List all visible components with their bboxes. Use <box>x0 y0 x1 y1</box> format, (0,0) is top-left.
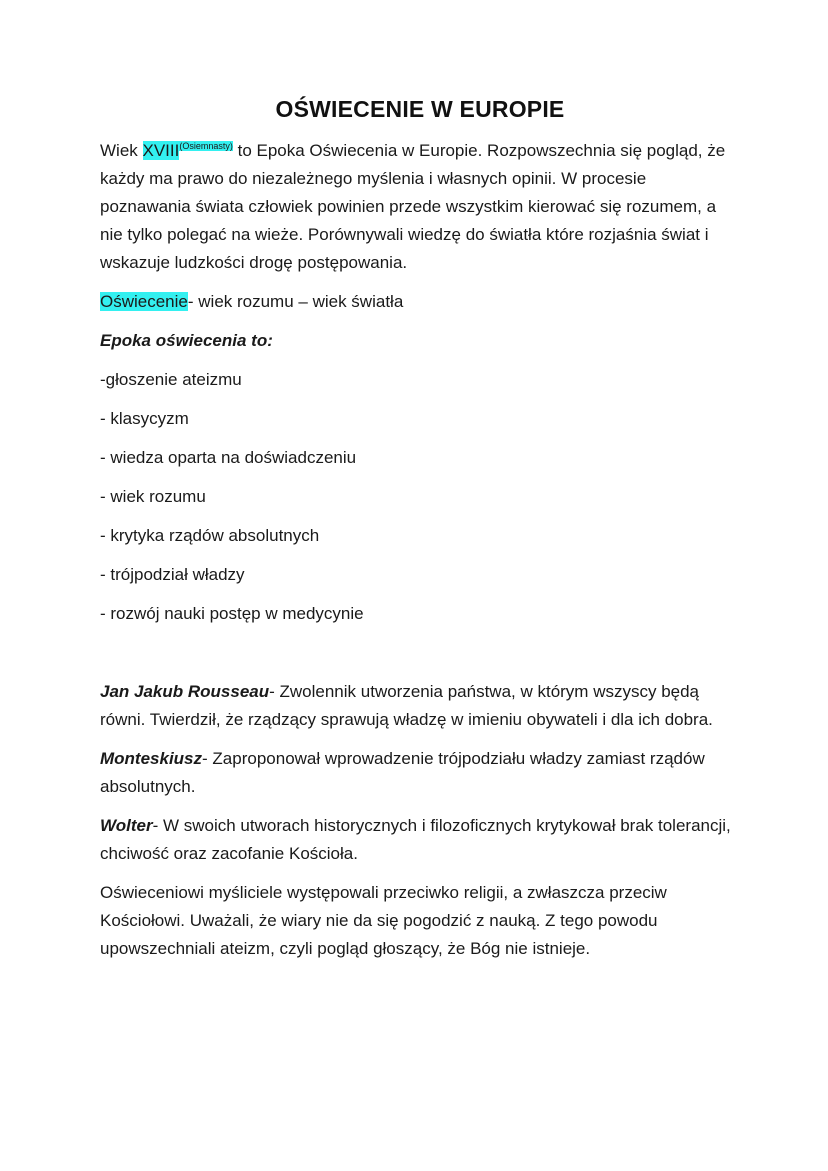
philosopher-rousseau <box>100 678 740 734</box>
definition-line <box>100 288 740 316</box>
list-item: - wiedza oparta na doświadczeniu <box>100 448 357 467</box>
list-item: - krytyka rządów absolutnych <box>100 526 320 545</box>
list-item: - rozwój nauki postęp w medycynie <box>100 604 364 623</box>
list-item: - klasycyzm <box>100 409 189 428</box>
philosopher-monteskiusz <box>100 745 740 801</box>
definition-term: Oświecenie <box>100 292 188 311</box>
section-spacer <box>100 639 740 678</box>
list-item: -głoszenie ateizmu <box>100 370 242 389</box>
feature-list <box>100 366 740 628</box>
document-title: OŚWIECENIE W EUROPIE <box>275 96 565 122</box>
list-heading-text: Epoka oświecenia to: <box>100 331 273 350</box>
century-note: (Osiemnasty) <box>179 141 233 151</box>
philosopher-description: - Zwolennik utworzenia państwa, w którym wszyscy będą równi. Twierdził, że rządzący sprawują władzę w imieniu obywateli i dla ich dobra. <box>100 682 713 729</box>
list-item: - wiek rozumu <box>100 487 206 506</box>
intro-paragraph <box>100 137 740 277</box>
list-item: - trójpodział władzy <box>100 565 245 584</box>
definition-text: - wiek rozumu – wiek światła <box>187 292 404 311</box>
philosopher-name: Jan Jakub Rousseau <box>100 682 270 701</box>
closing-paragraph: Oświeceniowi myśliciele występowali przeciwko religii, a zwłaszcza przeciw Kościołowi. Uważali, że wiary nie da się pogodzić z nauką. Z tego powodu upowszechniali ateizm, czyli pogląd głoszący, że Bóg nie istnieje. <box>100 883 667 958</box>
philosopher-name: Wolter <box>100 816 153 835</box>
intro-text: to Epoka Oświecenia w Europie. Rozpowszechnia się pogląd, że każdy ma prawo do niezależnego myślenia i własnych opinii. W procesie poznawania świata człowiek powinien przede wszystkim kierować się rozumem, a nie tylko polegać na wieże. Porównywali wiedzę do światła które rozjaśnia świat i wskazuje ludzkości drogę postępowania. <box>100 141 726 272</box>
intro-word-wiek: Wiek <box>100 141 143 160</box>
list-heading <box>100 327 740 355</box>
philosopher-description: - Zaproponował wprowadzenie trójpodziału władzy zamiast rządów absolutnych. <box>100 749 705 796</box>
document-page <box>100 96 740 963</box>
philosopher-wolter <box>100 812 740 868</box>
philosopher-description: - W swoich utworach historycznych i filozoficznych krytykował brak tolerancji, chciwość oraz zacofanie Kościoła. <box>100 816 731 863</box>
philosopher-name: Monteskiusz <box>100 749 203 768</box>
century-highlight: XVIII <box>142 141 180 160</box>
